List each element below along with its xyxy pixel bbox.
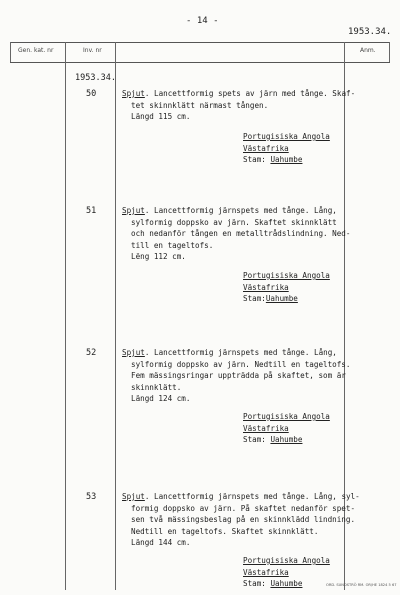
inventory-number: 53 [86, 492, 97, 502]
inventory-number: 51 [86, 206, 97, 216]
entry-title: Spjut [122, 348, 145, 357]
column-divider-inv [115, 42, 116, 590]
column-header-gen: Gen. kat. nr [18, 47, 54, 54]
inventory-number: 50 [86, 89, 97, 99]
column-header-inv: Inv. nr [83, 47, 102, 54]
entry-description: Spjut. Lancettformig järnspets med tånge. Lång, sylformig doppsko av järn. Nedtill en tageltofs. Fem mässingsringar uppträdda på skaftet, som är skinnklätt. Längd 124 cm. [122, 348, 351, 404]
header-top-rule [10, 42, 390, 43]
entry-origin: Portugisiska Angola Västafrika Stam: Uahumbe [243, 412, 330, 445]
inventory-number: 52 [86, 348, 97, 358]
header-bottom-rule [10, 62, 390, 63]
column-header-anm: Anm. [360, 47, 376, 54]
entry-description: Spjut. Lancettformig järnspets med tånge. Lång, syl- formig doppsko av järn. På skaftet nedanför spet- sen två mässingsbeslag på en skinnklädd lindning. Nedtill en tageltofs. Skaftet skinnklätt. Längd 144 cm. [122, 492, 360, 548]
catalog-year: 1953.34. [75, 73, 116, 83]
entry-description: Spjut. Lancettformig järnspets med tånge. Lång, sylformig doppsko av järn. Skaftet skinnklätt och nedanför tången en metalltrådslindning. Ned- till en tageltofs. Lëng 112 cm. [122, 206, 351, 262]
left-border [10, 42, 11, 62]
entry-title: Spjut [122, 206, 145, 215]
right-border [389, 42, 390, 62]
entry-origin: Portugisiska Angola Västafrika Stam:Uahumbe [243, 271, 330, 304]
entry-title: Spjut [122, 89, 145, 98]
page-number: - 14 - [186, 16, 219, 26]
entry-description: Spjut. Lancettformig spets av järn med tånge. Skaf- tet skinnklätt närmast tången. Längd 115 cm. [122, 89, 356, 122]
entry-origin: Portugisiska Angola Västafrika Stam: Uahumbe [243, 132, 330, 165]
printer-mark: ORD. SUNDSTRÖ RM. OR/HE 1824 5 67 [326, 583, 397, 587]
column-divider-gen [65, 42, 66, 590]
catalog-reference: 1953.34. [348, 27, 392, 37]
entry-title: Spjut [122, 492, 145, 501]
entry-origin: Portugisiska Angola Västafrika Stam: Uahumbe [243, 556, 330, 589]
